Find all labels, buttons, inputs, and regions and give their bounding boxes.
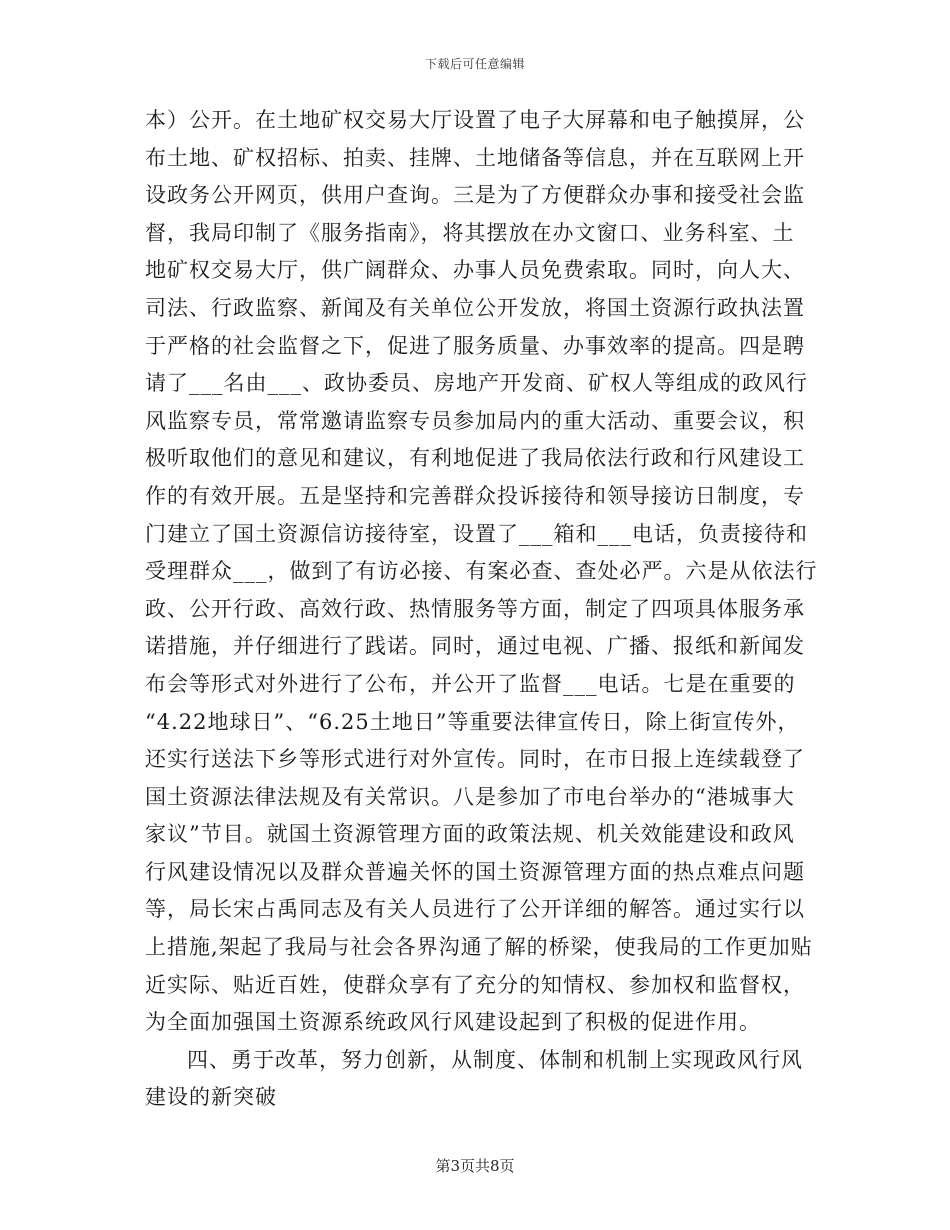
body-line: 上措施,架起了我局与社会各界沟通了解的桥梁，使我局的工作更加贴 xyxy=(145,935,813,960)
document-body xyxy=(145,102,818,1117)
body-line: 受理群众___，做到了有访必接、有案必查、查处必严。六是从依法行 xyxy=(145,559,818,584)
body-line: 于严格的社会监督之下，促进了服务质量、办事效率的提高。四是聘 xyxy=(145,333,805,358)
section-heading-continuation: 建设的新突破 xyxy=(145,1085,277,1110)
body-line: 督，我局印制了《服务指南》，将其摆放在办文窗口、业务科室、土 xyxy=(145,220,795,245)
body-line: 请了___名由___、政协委员、房地产开发商、矿权人等组成的政风行 xyxy=(145,371,808,396)
body-line: 家议”节目。就国土资源管理方面的政策法规、机关效能建设和政风 xyxy=(145,822,795,847)
section-heading: 四、勇于改革，努力创新，从制度、体制和机制上实现政风行风 xyxy=(187,1047,803,1072)
body-line: 近实际、贴近百姓，使群众享有了充分的知情权、参加权和监督权， xyxy=(145,972,805,997)
body-line: 行风建设情况以及群众普遍关怀的国土资源管理方面的热点难点问题 xyxy=(145,859,805,884)
body-line: 为全面加强国土资源系统政风行风建设起到了积极的促进作用。 xyxy=(145,1010,761,1035)
body-line: 本）公开。在土地矿权交易大厅设置了电子大屏幕和电子触摸屏，公 xyxy=(145,108,805,132)
body-line: 还实行送法下乡等形式进行对外宣传。同时，在市日报上连续载登了 xyxy=(145,747,805,772)
body-line: 诺措施，并仔细进行了践诺。同时，通过电视、广播、报纸和新闻发 xyxy=(145,634,805,659)
body-line: 政、公开行政、高效行政、热情服务等方面，制定了四项具体服务承 xyxy=(145,596,805,621)
body-line: 极听取他们的意见和建议，有利地促进了我局依法行政和行风建设工 xyxy=(145,446,805,471)
body-line: “4.22地球日”、“6.25土地日”等重要法律宣传日，除上街宣传外， xyxy=(145,709,800,734)
body-line: 国土资源法律法规及有关常识。八是参加了市电台举办的“港城事大 xyxy=(145,784,795,809)
body-line: 地矿权交易大厅，供广阔群众、办事人员免费索取。同时，向人大、 xyxy=(145,258,805,283)
body-line: 作的有效开展。五是坚持和完善群众投诉接待和领导接访日制度，专 xyxy=(145,483,805,508)
body-line: 门建立了国土资源信访接待室，设置了___箱和___电话，负责接待和 xyxy=(145,521,808,546)
body-line: 等，局长宋占禹同志及有关人员进行了公开详细的解答。通过实行以 xyxy=(145,897,805,922)
body-line: 司法、行政监察、新闻及有关单位公开发放，将国土资源行政执法置 xyxy=(145,295,805,320)
page-header: 下载后可任意编辑 xyxy=(424,57,525,71)
body-line: 设政务公开网页，供用户查询。三是为了方便群众办事和接受社会监 xyxy=(145,183,805,208)
body-line: 布会等形式对外进行了公布，并公开了监督___电话。七是在重要的 xyxy=(145,671,796,696)
body-line: 风监察专员，常常邀请监察专员参加局内的重大活动、重要会议，积 xyxy=(145,408,805,433)
body-line: 布土地、矿权招标、拍卖、挂牌、土地储备等信息，并在互联网上开 xyxy=(145,145,805,170)
page-number: 第3页共8页 xyxy=(435,1157,515,1175)
